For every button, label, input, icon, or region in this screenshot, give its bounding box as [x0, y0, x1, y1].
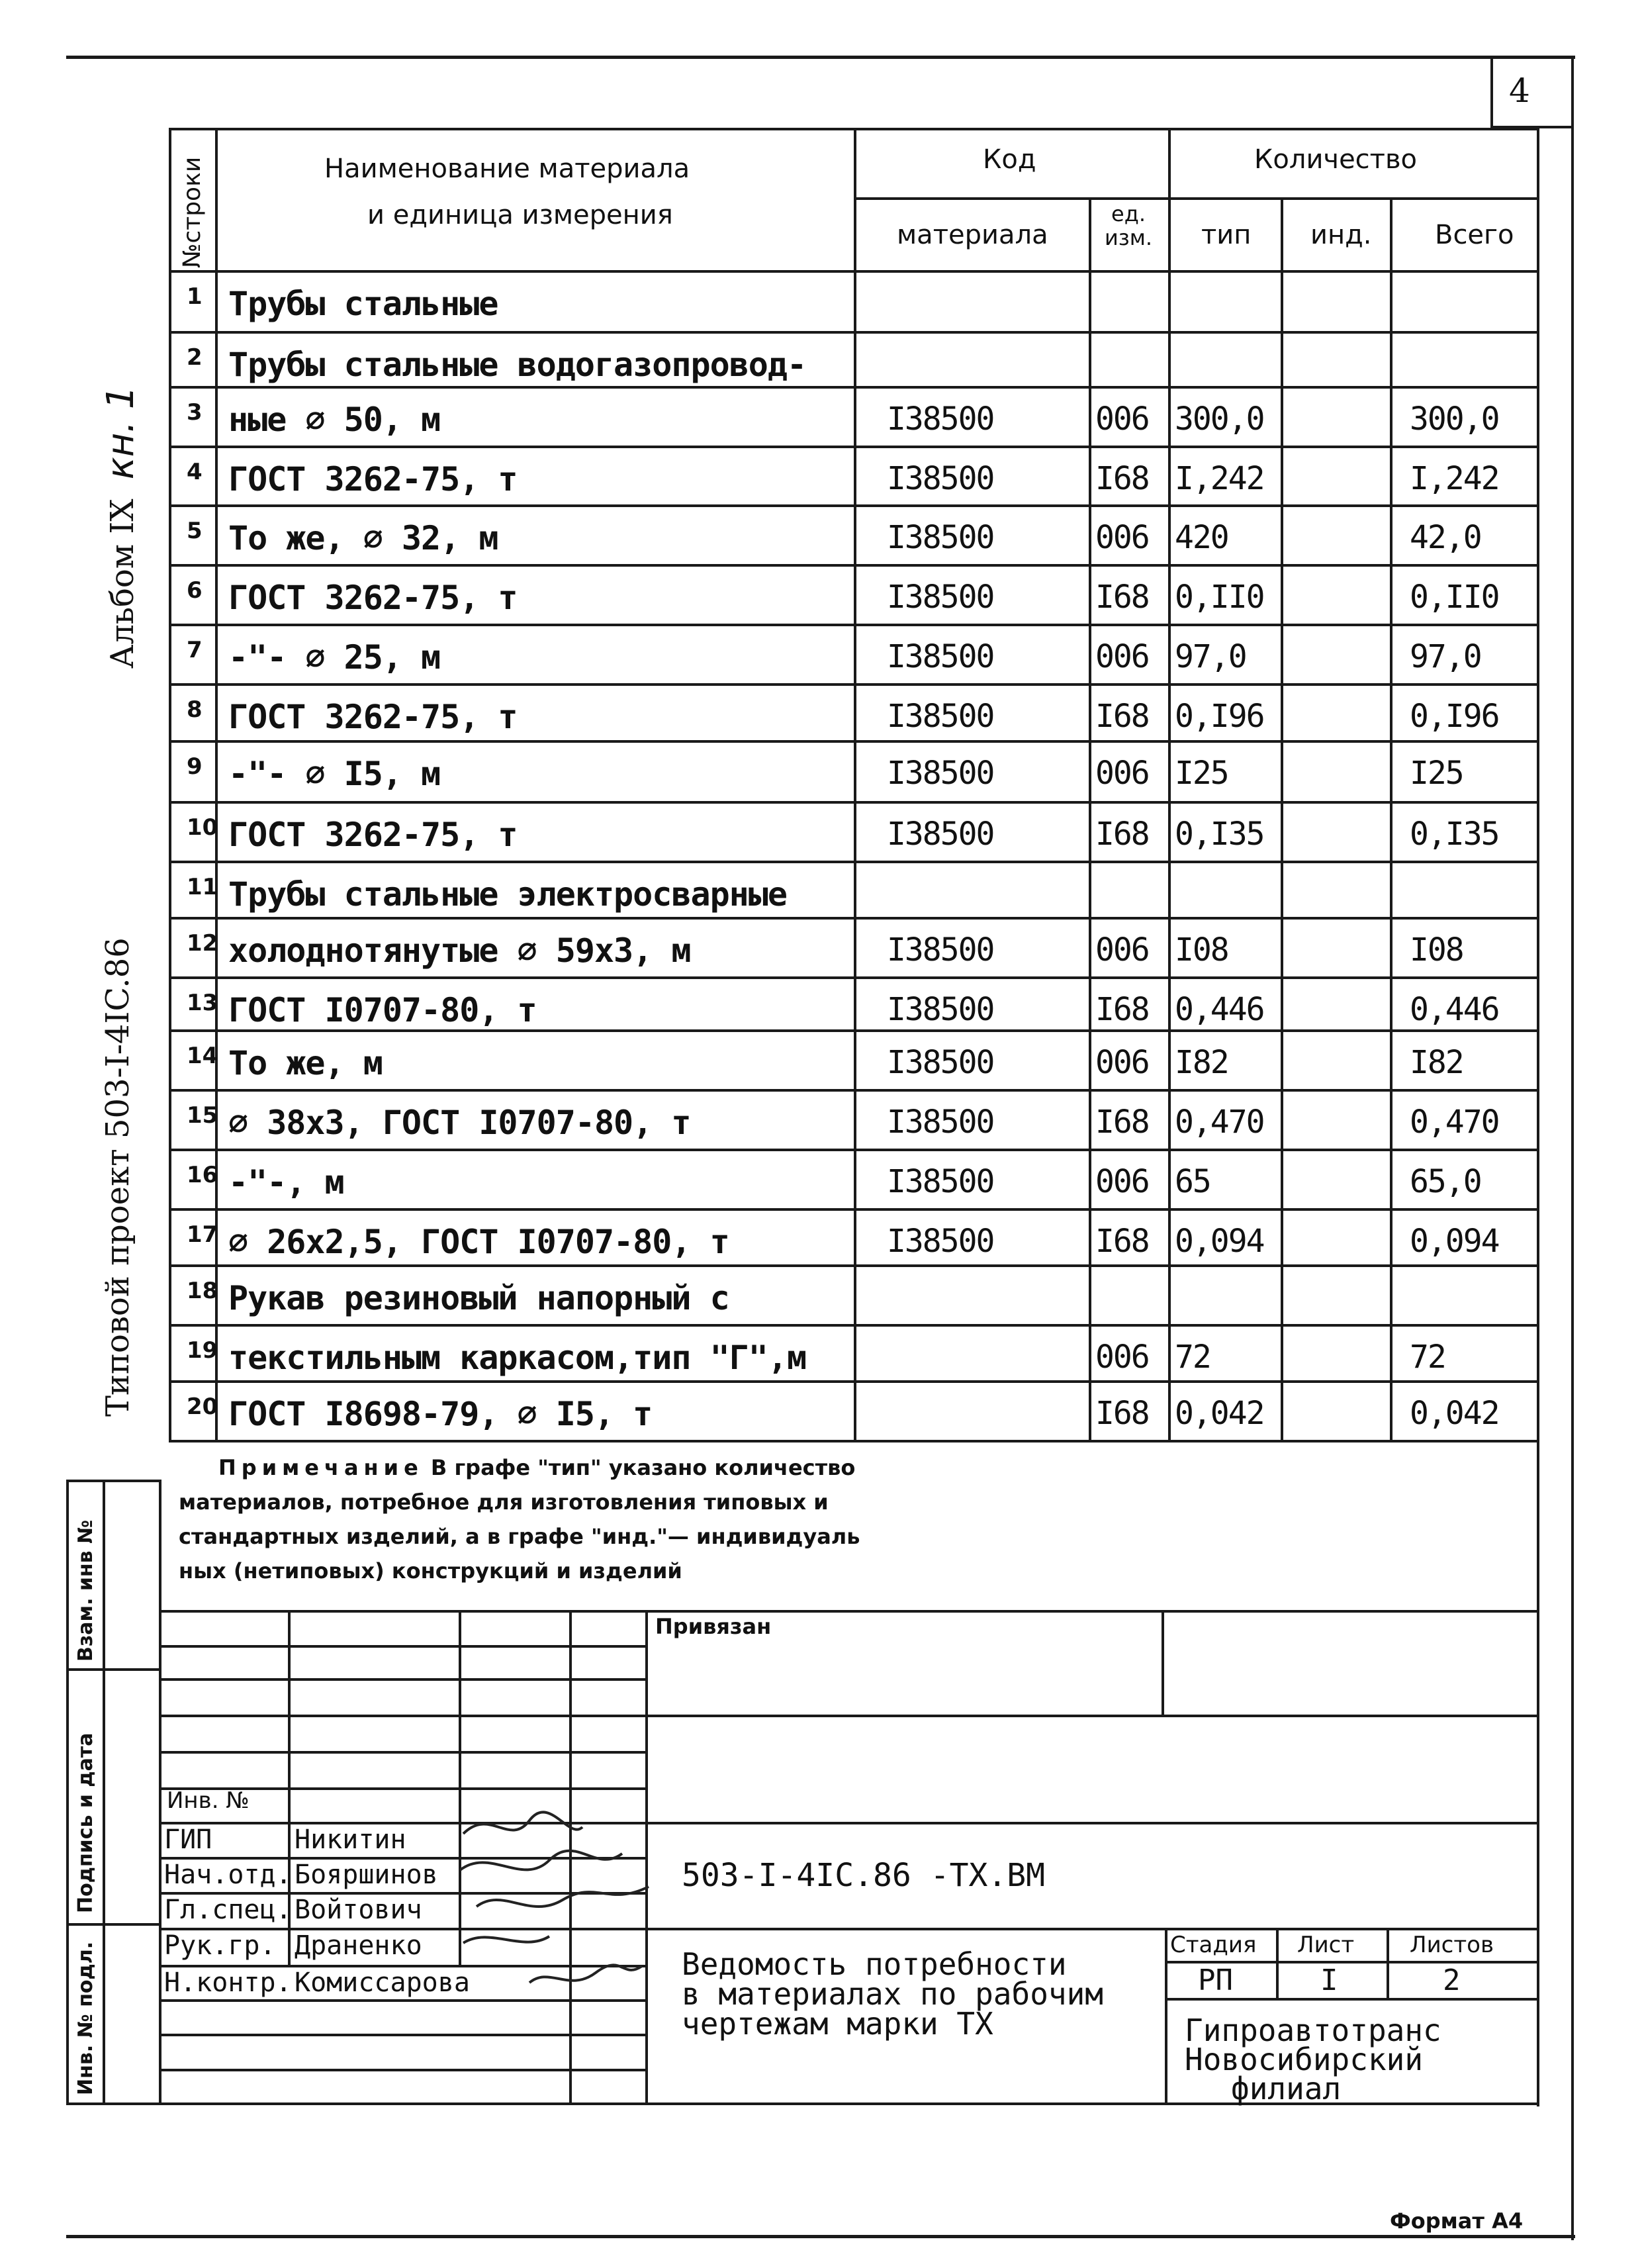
- signatory-name: Войтович: [295, 1895, 422, 1925]
- signatory-role: Нач.отд.: [164, 1860, 292, 1890]
- signatory-name: Никитин: [295, 1824, 406, 1855]
- qty-total: 0,446: [1410, 991, 1499, 1028]
- qty-ind-header: инд.: [1310, 220, 1372, 250]
- note-right-line: [1537, 1440, 1539, 1612]
- sheets-value: 2: [1443, 1963, 1461, 1997]
- stamp-grid-h: [159, 1645, 647, 1648]
- material-name: -"- ∅ I5, м: [228, 755, 441, 793]
- header-subline: [854, 197, 1539, 200]
- qty-total: 72: [1410, 1339, 1445, 1376]
- qty-type: 0,446: [1175, 991, 1264, 1028]
- code-col-line: [1089, 197, 1091, 1442]
- row-line: [169, 801, 1539, 804]
- album-text: Альбом IX: [104, 498, 141, 669]
- material-code: I38500: [887, 816, 994, 853]
- row-line: [169, 861, 1539, 863]
- row-number: 8: [187, 696, 203, 723]
- name-header-line1: Наименование материала: [324, 154, 690, 184]
- material-name: Трубы стальные водогазопровод-: [228, 346, 807, 384]
- note-line4: ных (нетиповых) конструкций и изделий: [179, 1558, 682, 1583]
- note-title: Примечание: [218, 1455, 424, 1480]
- qty-total: 0,I96: [1410, 698, 1499, 735]
- material-name: ГОСТ I0707-80, т: [228, 991, 537, 1029]
- sheets-label: Листов: [1410, 1932, 1494, 1958]
- row-number: 9: [187, 753, 203, 780]
- signatory-role: Гл.спец.: [164, 1895, 292, 1925]
- table-right-line: [1537, 128, 1539, 1442]
- margin-box-bottom: [66, 2103, 161, 2105]
- signatory-name: Комиссарова: [295, 1967, 470, 1998]
- row-line: [169, 1264, 1539, 1267]
- row-number: 7: [187, 637, 203, 663]
- unit-code: 006: [1095, 1044, 1149, 1081]
- row-line: [169, 1208, 1539, 1211]
- row-line: [169, 1324, 1539, 1327]
- unit-code: I68: [1095, 698, 1149, 735]
- qty-total: 0,II0: [1410, 579, 1499, 616]
- qty-total: I,242: [1410, 460, 1499, 497]
- unit-code: I68: [1095, 816, 1149, 853]
- row-number: 4: [187, 459, 203, 485]
- sheet-value: I: [1320, 1963, 1338, 1997]
- stage-value-line: [1165, 1998, 1539, 2001]
- table-bottom-line: [169, 1440, 1539, 1442]
- material-code: I38500: [887, 1104, 994, 1141]
- code-material-header: материала: [897, 220, 1048, 250]
- row-number: 11: [187, 874, 218, 900]
- margin-box-mid: [103, 1480, 105, 2105]
- signatory-name: Бояршинов: [295, 1860, 438, 1890]
- material-name: ∅ 26x2,5, ГОСТ I0707-80, т: [228, 1223, 729, 1261]
- qty-total: 0,042: [1410, 1395, 1499, 1432]
- inv-podl-label: Инв. № подл.: [74, 1941, 97, 2095]
- material-name: ГОСТ 3262-75, т: [228, 460, 518, 498]
- doc-title-line1: Ведомость потребности: [682, 1946, 1067, 1982]
- privyazan-label: Привязан: [655, 1614, 772, 1639]
- stamp-grid-h: [159, 1751, 647, 1754]
- org-line3: филиал: [1231, 2071, 1342, 2106]
- qty-total: I08: [1410, 931, 1463, 969]
- row-line: [169, 331, 1539, 334]
- signature-scribbles: [450, 1807, 662, 2006]
- material-code: I38500: [887, 755, 994, 792]
- row-line: [169, 624, 1539, 626]
- stage-sheet-sep: [1276, 1928, 1279, 1999]
- row-number: 6: [187, 577, 203, 604]
- row-number-header: №строки: [179, 156, 206, 268]
- row-number: 1: [187, 283, 203, 310]
- material-code: I38500: [887, 401, 994, 438]
- qty-total: I25: [1410, 755, 1463, 792]
- page-number-box-left: [1490, 56, 1493, 128]
- table-left-line: [169, 128, 171, 1442]
- row-number: 12: [187, 930, 218, 957]
- qty-type: 300,0: [1175, 401, 1264, 438]
- qty-total: 97,0: [1410, 638, 1481, 675]
- qty-total: 0,470: [1410, 1104, 1499, 1141]
- sheet-sheets-sep: [1387, 1928, 1389, 1999]
- right-border: [1571, 56, 1574, 2240]
- material-code: I38500: [887, 1223, 994, 1260]
- stamp-top: [159, 1610, 1539, 1613]
- unit-code: 006: [1095, 1163, 1149, 1200]
- row-line: [169, 683, 1539, 686]
- qty-type-header: тип: [1201, 220, 1252, 250]
- doc-title-line2: в материалах по рабочим: [682, 1976, 1103, 2012]
- material-name: текстильным каркасом,тип "Г",м: [228, 1339, 807, 1377]
- material-name: ГОСТ 3262-75, т: [228, 698, 518, 736]
- podpis-data-label: Подпись и дата: [74, 1732, 97, 1913]
- material-name: холоднотянутые ∅ 59x3, м: [228, 931, 691, 970]
- qty-total: 42,0: [1410, 519, 1481, 556]
- note-line3: стандартных изделий, а в графе "инд."— индивидуаль: [179, 1524, 860, 1549]
- qty-type: 0,470: [1175, 1104, 1264, 1141]
- row-number: 15: [187, 1102, 218, 1129]
- doc-title-line3: чертежам марки ТХ: [682, 2006, 993, 2042]
- code-unit-header: ед. изм.: [1104, 201, 1153, 250]
- qty-type: 97,0: [1175, 638, 1246, 675]
- signatory-name: Драненко: [295, 1930, 422, 1961]
- qty-total: 65,0: [1410, 1163, 1481, 1200]
- row-line: [169, 740, 1539, 743]
- ind-col-line: [1390, 197, 1392, 1442]
- row-number: 16: [187, 1162, 218, 1188]
- unit-code: 006: [1095, 401, 1149, 438]
- row-line: [169, 1380, 1539, 1383]
- unit-code: 006: [1095, 519, 1149, 556]
- material-code: I38500: [887, 579, 994, 616]
- margin-box-right: [159, 1480, 161, 2105]
- material-code: I38500: [887, 1044, 994, 1081]
- row-line: [169, 976, 1539, 979]
- qty-total: 0,I35: [1410, 816, 1499, 853]
- row-number: 19: [187, 1337, 218, 1364]
- stamp-grid-h: [159, 1715, 1539, 1717]
- row-number: 10: [187, 814, 218, 841]
- row-number: 17: [187, 1221, 218, 1248]
- qty-type: 72: [1175, 1339, 1210, 1376]
- page-number: 4: [1509, 71, 1530, 110]
- row-line: [169, 917, 1539, 920]
- qty-type: 0,042: [1175, 1395, 1264, 1432]
- material-code: I38500: [887, 698, 994, 735]
- stage-label: Стадия: [1170, 1932, 1257, 1958]
- material-name: ∅ 38x3, ГОСТ I0707-80, т: [228, 1104, 691, 1142]
- material-name: -"- ∅ 25, м: [228, 638, 441, 677]
- org-line2: Новосибирский: [1185, 2042, 1424, 2077]
- unit-code: I68: [1095, 991, 1149, 1028]
- name-header-line2: и единица измерения: [367, 200, 673, 230]
- qty-type: I25: [1175, 755, 1228, 792]
- format-label: Формат А4: [1390, 2208, 1524, 2234]
- qty-total: 300,0: [1410, 401, 1499, 438]
- row-line: [169, 446, 1539, 448]
- row-number: 18: [187, 1278, 218, 1304]
- material-code: I38500: [887, 519, 994, 556]
- qty-type: 0,I96: [1175, 698, 1264, 735]
- stamp-grid-h: [159, 1678, 647, 1681]
- row-line: [169, 504, 1539, 507]
- unit-code: 006: [1095, 931, 1149, 969]
- type-col-line: [1281, 197, 1283, 1442]
- stage-block-left: [1165, 1928, 1167, 2103]
- unit-code: 006: [1095, 638, 1149, 675]
- material-code: I38500: [887, 638, 994, 675]
- top-border: [66, 56, 1575, 59]
- row-line: [169, 1029, 1539, 1032]
- stamp-grid-h: [159, 2034, 647, 2036]
- material-name: ГОСТ 3262-75, т: [228, 579, 518, 617]
- margin-box-left: [66, 1480, 69, 2105]
- stage-value: РП: [1198, 1963, 1233, 1997]
- material-name: Трубы стальные: [228, 285, 498, 323]
- album-label: [99, 386, 142, 669]
- inv-no-label: Инв. №: [167, 1787, 250, 1814]
- note-line1: [218, 1455, 855, 1480]
- unit-code: 006: [1095, 755, 1149, 792]
- row-number: 14: [187, 1043, 218, 1069]
- row-number: 3: [187, 399, 203, 426]
- note-text1: В графе "тип" указано количество: [430, 1455, 856, 1480]
- unit-code: I68: [1095, 1104, 1149, 1141]
- qty-type: I08: [1175, 931, 1228, 969]
- qty-total-header: Всего: [1435, 220, 1514, 250]
- row-number: 2: [187, 344, 203, 371]
- material-name: То же, м: [228, 1044, 383, 1082]
- sheet-label: Лист: [1297, 1932, 1355, 1958]
- qty-total: I82: [1410, 1044, 1463, 1081]
- quantity-header: Количество: [1254, 144, 1418, 175]
- vzam-inv-label: Взам. инв №: [74, 1519, 97, 1662]
- material-name: ные ∅ 50, м: [228, 401, 441, 439]
- row-number: 20: [187, 1394, 218, 1420]
- project-label: Типовой проект 503-I-4IC.86: [99, 937, 136, 1417]
- row-line: [169, 1089, 1539, 1092]
- qty-type: 65: [1175, 1163, 1210, 1200]
- signatory-role: Рук.гр.: [164, 1930, 276, 1961]
- stamp-privyazan-right: [1162, 1610, 1164, 1716]
- material-name: Трубы стальные электросварные: [228, 875, 787, 914]
- material-code: I38500: [887, 1163, 994, 1200]
- qty-type: 0,094: [1175, 1223, 1264, 1260]
- unit-col-line: [1168, 128, 1171, 1442]
- material-code: I38500: [887, 991, 994, 1028]
- margin-box-sep1: [66, 1668, 161, 1671]
- row-line: [169, 386, 1539, 389]
- qty-type: 0,II0: [1175, 579, 1264, 616]
- qty-type: 420: [1175, 519, 1228, 556]
- unit-code: I68: [1095, 1395, 1149, 1432]
- material-name: ГОСТ I8698-79, ∅ I5, т: [228, 1395, 653, 1433]
- material-name: То же, ∅ 32, м: [228, 519, 498, 557]
- qty-type: I,242: [1175, 460, 1264, 497]
- material-name: -"-, м: [228, 1163, 344, 1202]
- material-name: Рукав резиновый напорный с: [228, 1279, 729, 1317]
- stamp-grid-h: [159, 2069, 647, 2071]
- stamp-right: [1537, 1610, 1539, 2106]
- org-line1: Гипроавтотранс: [1185, 2012, 1441, 2048]
- signatory-role: Н.контр.: [164, 1967, 292, 1998]
- qty-type: I82: [1175, 1044, 1228, 1081]
- margin-box-sep2: [66, 1923, 161, 1926]
- row-line: [169, 564, 1539, 567]
- qty-type: 0,I35: [1175, 816, 1264, 853]
- code-header: Код: [983, 144, 1036, 175]
- bottom-border: [66, 2235, 1575, 2238]
- note-line2: материалов, потребное для изготовления типовых и: [179, 1489, 829, 1515]
- name-col-line: [854, 128, 856, 1442]
- margin-box-top: [66, 1480, 161, 1482]
- unit-code: 006: [1095, 1339, 1149, 1376]
- material-name: ГОСТ 3262-75, т: [228, 816, 518, 854]
- material-code: I38500: [887, 931, 994, 969]
- unit-code: I68: [1095, 579, 1149, 616]
- row-number: 13: [187, 990, 218, 1016]
- row-line: [169, 1149, 1539, 1151]
- material-code: I38500: [887, 460, 994, 497]
- qty-total: 0,094: [1410, 1223, 1499, 1260]
- unit-code: I68: [1095, 460, 1149, 497]
- document-code: 503-I-4IC.86 -TX.BM: [682, 1857, 1046, 1894]
- row-number: 5: [187, 518, 203, 544]
- unit-code: I68: [1095, 1223, 1149, 1260]
- album-handwritten: кн. 1: [99, 385, 142, 480]
- signatory-role: ГИП: [164, 1824, 212, 1855]
